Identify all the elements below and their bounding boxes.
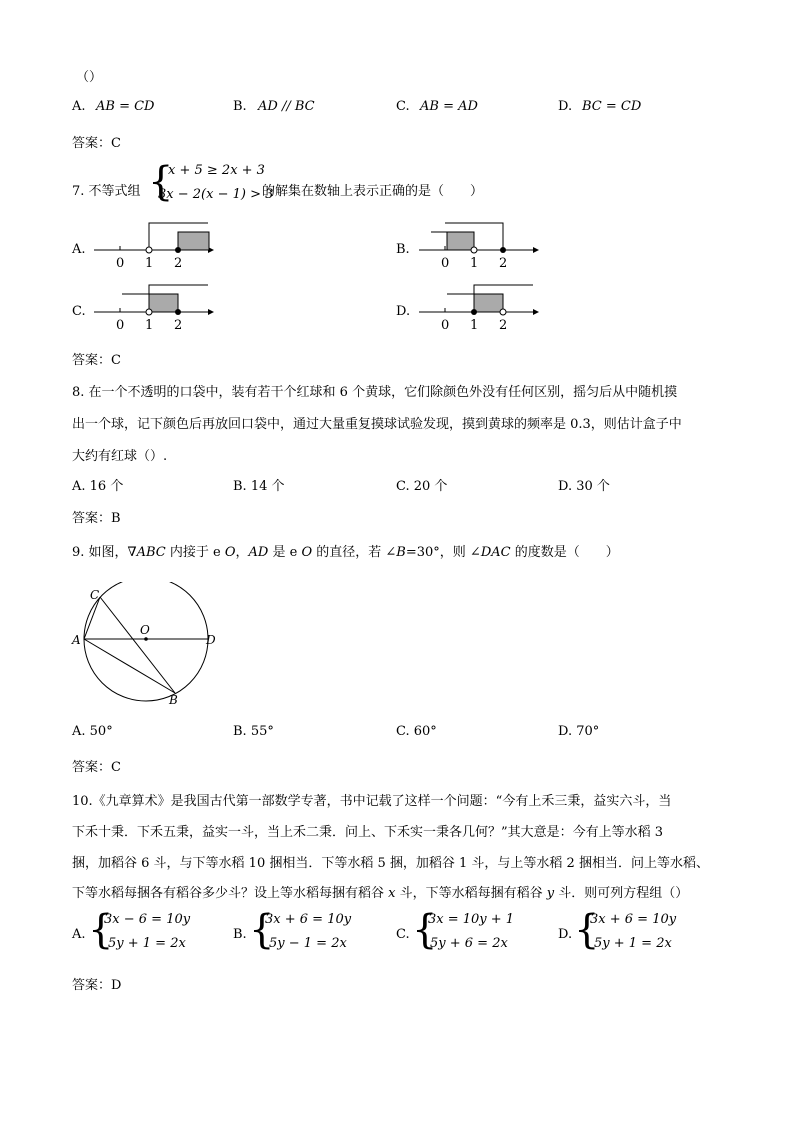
q7-label-d: D. (396, 304, 411, 319)
q7-numberline-b (415, 218, 545, 272)
q10-var-x: x (388, 886, 396, 901)
q9-part: =30°，则 (405, 545, 470, 560)
q9-part: O (224, 545, 236, 560)
q10-option-a-brace: { (88, 907, 114, 953)
tick-0: 0 (441, 256, 450, 271)
point-o-label: O (140, 623, 150, 637)
q8-option-d: D. 30 个 (558, 479, 610, 494)
q9-option-d: D. 70° (558, 724, 600, 739)
tick-1: 1 (145, 256, 154, 271)
q7-eq2: 3x − 2(x − 1) > 3 (158, 187, 274, 202)
tick-1: 1 (470, 256, 479, 271)
tick-2: 2 (174, 318, 183, 333)
q9-part: 9. 如图， (72, 545, 128, 560)
q9-stem (72, 541, 619, 560)
q6-option-c-label: C. (396, 99, 410, 114)
q9-part: ∠B (385, 545, 406, 560)
q10-option-c-eq1: 3x = 10y + 1 (428, 912, 515, 927)
q8-line2: 出一个球，记下颜色后再放回口袋中，通过大量重复摸球试验发现，摸到黄球的频率是 0.3，则估计盒子中 (72, 417, 682, 432)
q9-part: ∇ABC (127, 545, 166, 560)
q6-option-d-label: D. (558, 99, 573, 114)
q8-option-a: A. 16 个 (72, 479, 124, 494)
q8-option-c: C. 20 个 (396, 479, 448, 494)
q10-line4-part: 下等水稻每捆各有稻谷多少斗？设上等水稻每捆有稻谷 (72, 886, 389, 901)
q7-numberline-d (415, 280, 545, 334)
q10-var-y: y (546, 886, 555, 901)
tick-2: 2 (174, 256, 183, 271)
q10-option-b-eq1: 3x + 6 = 10y (265, 912, 352, 927)
q7-eq1: x + 5 ≥ 2x + 3 (168, 163, 265, 178)
q9-option-c: C. 60° (396, 724, 437, 739)
q10-option-d-eq2: 5y + 1 = 2x (594, 936, 672, 951)
q10-line4 (72, 882, 688, 901)
tick-0: 0 (116, 318, 125, 333)
q10-option-c-brace: { (412, 907, 438, 953)
q6-option-b-label: B. (233, 99, 247, 114)
q10-option-d-brace: { (574, 907, 600, 953)
q10-line1: 10.《九章算术》是我国古代第一部数学专著，书中记载了这样一个问题：“今有上禾三秉，益实六斗，当 (72, 794, 672, 809)
tick-2: 2 (499, 318, 508, 333)
point-d-label: D (206, 633, 216, 647)
q9-part: ， (235, 545, 249, 560)
q9-part: 的直径，若 (312, 545, 386, 560)
tick-1: 1 (145, 318, 154, 333)
q6-stem-tail: （） (76, 70, 103, 85)
q10-option-b-label: B. (233, 927, 247, 942)
q10-option-d-eq1: 3x + 6 = 10y (590, 912, 677, 927)
q9-option-a: A. 50° (72, 724, 113, 739)
center-o (144, 637, 148, 641)
point-a-label: A (72, 633, 81, 647)
q6-option-d-text: BC = CD (582, 99, 642, 114)
q9-part: 的度数是（ ） (510, 545, 619, 560)
q10-answer: 答案：D (72, 978, 122, 993)
q10-line2: 下禾十秉．下禾五秉，益实一斗，当上禾二秉．问上、下禾实一秉各几何？”其大意是：今有上等水稻 3 (72, 825, 664, 840)
chord-cb (100, 597, 175, 693)
q9-circle-figure (68, 582, 228, 712)
tick-0: 0 (441, 318, 450, 333)
q6-option-a-text: AB = CD (96, 99, 155, 114)
q9-part: AD (248, 545, 269, 560)
q10-option-c-label: C. (396, 927, 410, 942)
q10-option-a-label: A. (72, 927, 86, 942)
q9-part: ∠DAC (469, 545, 511, 560)
tick-2: 2 (499, 256, 508, 271)
q10-option-c-eq2: 5y + 6 = 2x (430, 936, 508, 951)
q10-option-a-eq1: 3x − 6 = 10y (104, 912, 191, 927)
q10-line3: 捆，加稻谷 6 斗，与下等水稻 10 捆相当．下等水稻 5 捆，加稻谷 1 斗，与上等水稻 2 捆相当．问上等水稻、 (72, 856, 709, 871)
q7-label-b: B. (396, 242, 410, 257)
q7-brace: { (148, 159, 174, 205)
q9-option-b: B. 55° (233, 724, 274, 739)
q10-option-b-eq2: 5y − 1 = 2x (269, 936, 347, 951)
q7-answer: 答案：C (72, 353, 121, 368)
tick-0: 0 (116, 256, 125, 271)
q10-line4-part: 斗．则可列方程组（） (554, 886, 689, 901)
q10-option-d-label: D. (558, 927, 573, 942)
q6-option-a-label: A. (72, 99, 86, 114)
point-c-label: C (90, 588, 100, 602)
q7-numberline-c (90, 280, 220, 334)
q7-label-c: C. (72, 304, 86, 319)
q10-line4-part: 斗，下等水稻每捆有稻谷 (395, 886, 547, 901)
q8-line3: 大约有红球（）. (72, 449, 168, 464)
q7-label-a: A. (72, 242, 86, 257)
q10-option-b-brace: { (249, 907, 275, 953)
q9-part: 内接于 e (165, 545, 225, 560)
chord-ac (84, 597, 100, 639)
q6-option-c-text: AB = AD (420, 99, 478, 114)
q8-option-b: B. 14 个 (233, 479, 285, 494)
point-b-label: B (169, 693, 178, 707)
q6-option-b-text: AD // BC (258, 99, 315, 114)
q9-part: 是 e (268, 545, 302, 560)
q9-answer: 答案：C (72, 760, 121, 775)
q10-option-a-eq2: 5y + 1 = 2x (108, 936, 186, 951)
q8-answer: 答案：B (72, 511, 121, 526)
q9-part: O (301, 545, 313, 560)
tick-1: 1 (470, 318, 479, 333)
q7-number: 7. 不等式组 (72, 184, 141, 199)
q8-line1: 8. 在一个不透明的口袋中，装有若干个红球和 6 个黄球，它们除颜色外没有任何区别，摇匀后从中随机摸 (72, 385, 678, 400)
q7-tail: 的解集在数轴上表示正确的是（ ） (262, 184, 484, 199)
q7-numberline-a (90, 218, 220, 272)
q6-answer: 答案：C (72, 136, 121, 151)
chord-ab (84, 639, 175, 693)
